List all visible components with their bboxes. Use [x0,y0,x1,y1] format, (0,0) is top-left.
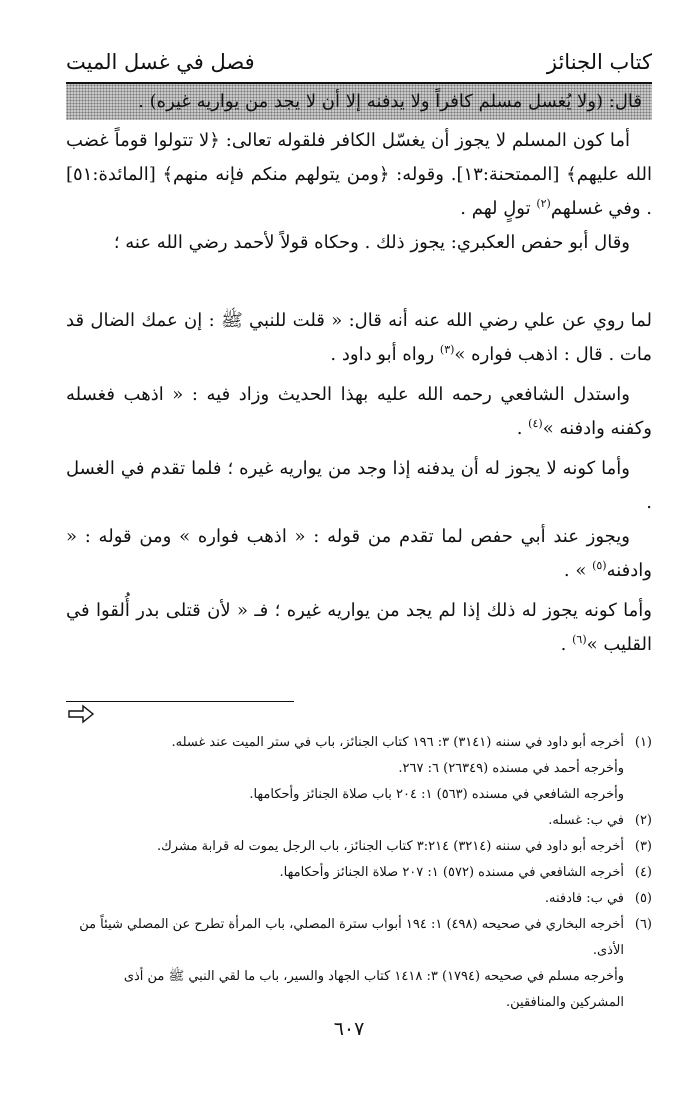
footnote-line: وأخرجه مسلم في صحيحه (١٧٩٤) ٣: ١٤١٨ كتاب الجهاد والسير، باب ما لقي النبي ﷺ من أذى المشركين والمنافقين. [123,969,624,1010]
footnote-marker[interactable]: (٦) [572,633,587,646]
paragraph: وقال أبو حفص العكبري: يجوز ذلك . وحكاه قولاً لأحمد رضي الله عنه ؛ [113,232,630,253]
paragraph: ويجوز عند أبي حفص لما تقدم من قوله : « اذهب فواره » ومن قوله : « وادفنه$^{(٥)}$ » . [66,526,652,581]
paragraph: لما روي عن علي رضي الله عنه أنه قال: « قلت للنبي ﷺ : إن عمك الضال قد مات . قال : اذهب فواره »$^{(٣)}$ رواه أبو داود . [66,310,652,365]
footnote-number: (١) [634,735,652,750]
footnote [66,730,652,808]
footnotes [66,730,652,1016]
footnote-marker[interactable]: (٥) [592,559,607,572]
footnote-number: (٣) [634,839,652,854]
book-title: كتاب الجنائز [546,50,652,74]
footnote-number: (٤) [634,865,652,880]
section-title: فصل في غسل الميت [66,50,255,74]
section-heading: قال: (ولا يُغسل مسلم كافراً ولا يدفنه إلا أن لا يجد من يواريه غيره) . [66,84,652,120]
footnote-number: (٦) [634,917,652,932]
paragraph: واستدل الشافعي رحمه الله عليه بهذا الحديث وزاد فيه : « اذهب فغسله وكفنه وادفنه »$^{(٤)}$ . [66,384,652,439]
paragraph: أما كون المسلم لا يجوز أن يغسّل الكافر فلقوله تعالى: ﴿لا تتولوا قوماً غضب الله عليهم﴾ [الممتحنة:١٣]. وقوله: ﴿ومن يتولهم منكم فإنه منهم﴾ [المائدة:٥١] . وفي غسلهم$^{(٢)}$ تولٍ لهم . [66,130,653,219]
footnote-marker[interactable]: (٤) [528,417,543,430]
footnote-line: أخرجه أبو داود في سننه (٣٢١٤) ٣:٢١٤ كتاب الجنائز، باب الرجل يموت له قرابة مشرك. [156,839,624,854]
footnote-marker[interactable]: (٢) [536,197,551,210]
footnote-separator [66,701,294,702]
footnote-line: في ب: فادفنه. [544,891,624,906]
arrow-right-outline-icon [66,704,96,724]
paragraph: وأما كونه يجوز له ذلك إذا لم يجد من يواريه غيره ؛ فـ « لأن قتلى بدر أُلقوا في القليب »$^{(٦)}$ . [66,600,652,655]
footnote [66,808,652,834]
footnote-line: أخرجه أبو داود في سننه (٣١٤١) ٣: ١٩٦ كتاب الجنائز، باب في ستر الميت عند غسله. [171,735,624,750]
body-text [66,124,652,662]
footnote-number: (٥) [634,891,652,906]
footnote [66,886,652,912]
footnote [66,860,652,886]
footnote-marker[interactable]: (٣) [439,343,455,356]
footnote-line: في ب: غسله. [548,813,624,828]
footnote-line: وأخرجه أحمد في مسنده (٢٦٣٤٩) ٦: ٢٦٧. [398,761,624,776]
footnote-line: وأخرجه الشافعي في مسنده (٥٦٣) ١: ٢٠٤ باب صلاة الجنائز وأحكامها. [249,787,624,802]
footnote-line: أخرجه البخاري في صحيحه (٤٩٨) ١: ١٩٤ أبواب سترة المصلي، باب المرأة تطرح عن المصلي شيئاً من الأذى. [79,917,624,958]
footnote-line: أخرجه الشافعي في مسنده (٥٧٢) ١: ٢٠٧ صلاة الجنائز وأحكامها. [279,865,624,880]
footnote-number: (٢) [634,813,652,828]
footnote [66,834,652,860]
running-header [66,42,652,84]
footnote [66,912,652,1016]
paragraph: وأما كونه لا يجوز له أن يدفنه إذا وجد من يواريه غيره ؛ فلما تقدم في الغسل . [66,458,652,513]
page-number: ٦٠٧ [333,1018,365,1040]
